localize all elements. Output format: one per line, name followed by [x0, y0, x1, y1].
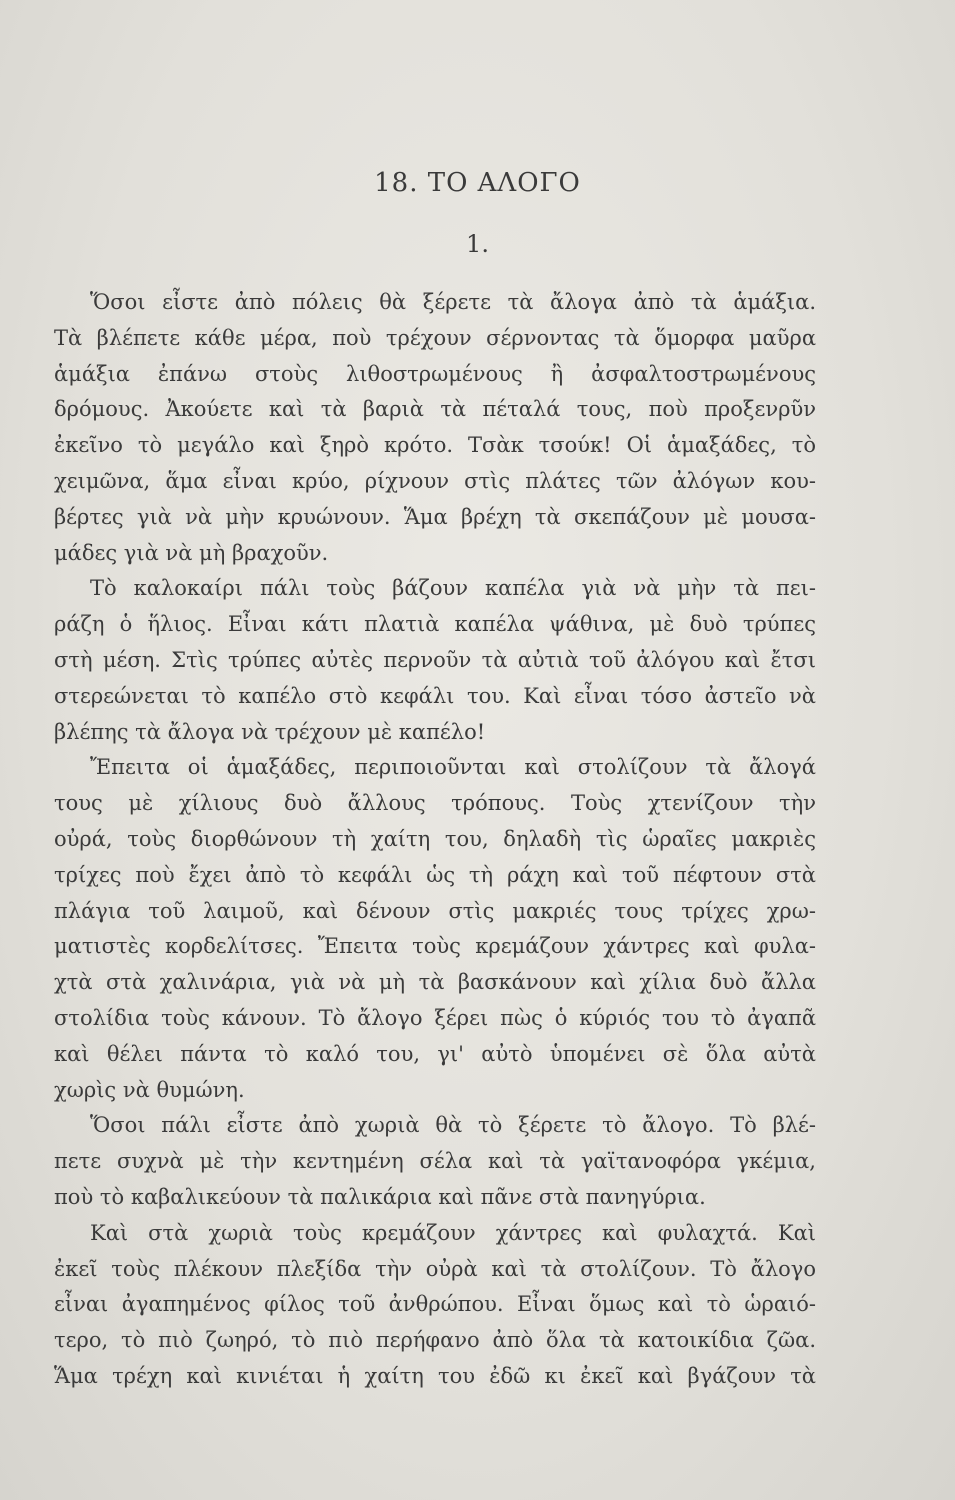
- text-line: Ὅσοι πάλι εἶστε ἀπὸ χωριὰ θὰ τὸ ξέρετε τὸ ἄλογο. Τὸ βλέ-: [90, 1113, 816, 1138]
- text-line: καὶ θέλει πάντα τὸ καλό του, γι' αὐτὸ ὑπομένει σὲ ὅλα αὐτὰ: [54, 1041, 816, 1066]
- text-line: εἶναι ἀγαπημένος φίλος τοῦ ἀνθρώπου. Εἶναι ὅμως καὶ τὸ ὡραιό-: [54, 1292, 816, 1317]
- text-line: Τὰ βλέπετε κάθε μέρα, ποὺ τρέχουν σέρνοντας τὰ ὅμορφα μαῦρα: [54, 325, 816, 350]
- section-number: 1.: [466, 230, 489, 258]
- text-line: Ἅμα τρέχη καὶ κινιέται ἡ χαίτη του ἐδῶ κι ἐκεῖ καὶ βγάζουν τὰ: [54, 1363, 816, 1388]
- text-line: στερεώνεται τὸ καπέλο στὸ κεφάλι του. Καὶ εἶναι τόσο ἀστεῖο νὰ: [54, 683, 816, 708]
- text-line: τερο, τὸ πιὸ ζωηρό, τὸ πιὸ περήφανο ἀπὸ ὅλα τὰ κατοικίδια ζῶα.: [54, 1328, 816, 1353]
- text-line: στὴ μέση. Στὶς τρύπες αὐτὲς περνοῦν τὰ αὐτιὰ τοῦ ἀλόγου καὶ ἔτσι: [54, 647, 816, 672]
- text-line: πλάγια τοῦ λαιμοῦ, καὶ δένουν στὶς μακριές τους τρίχες χρω-: [54, 898, 816, 923]
- text-line: τρίχες ποὺ ἔχει ἀπὸ τὸ κεφάλι ὡς τὴ ράχη καὶ τοῦ πέφτουν στὰ: [54, 862, 816, 887]
- text-line: οὐρά, τοὺς διορθώνουν τὴ χαίτη του, δηλαδὴ τὶς ὡραῖες μακριὲς: [54, 826, 816, 851]
- text-line: ἐκεῖ τοὺς πλέκουν πλεξίδα τὴν οὐρὰ καὶ τὰ στολίζουν. Τὸ ἄλογο: [54, 1256, 816, 1281]
- text-line: Καὶ στὰ χωριὰ τοὺς κρεμάζουν χάντρες καὶ φυλαχτά. Καὶ: [90, 1220, 816, 1245]
- text-line: Τὸ καλοκαίρι πάλι τοὺς βάζουν καπέλα γιὰ νὰ μὴν τὰ πει-: [90, 576, 816, 601]
- text-line: χειμῶνα, ἅμα εἶναι κρύο, ρίχνουν στὶς πλάτες τῶν ἀλόγων κου-: [54, 468, 816, 493]
- text-line: μάδες γιὰ νὰ μὴ βραχοῦν.: [54, 540, 329, 565]
- text-line: ράζη ὁ ἥλιος. Εἶναι κάτι πλατιὰ καπέλα ψάθινα, μὲ δυὸ τρύπες: [54, 612, 816, 637]
- text-line: χωρὶς νὰ θυμώνη.: [54, 1077, 245, 1102]
- text-line: ποὺ τὸ καβαλικεύουν τὰ παλικάρια καὶ πᾶνε στὰ πανηγύρια.: [54, 1184, 706, 1209]
- text-line: δρόμους. Ἀκούετε καὶ τὰ βαριὰ τὰ πέταλά τους, ποὺ προξενρῦν: [54, 397, 816, 422]
- text-line: βέρτες γιὰ νὰ μὴν κρυώνουν. Ἅμα βρέχη τὰ σκεπάζουν μὲ μουσα-: [54, 504, 816, 529]
- body-text: [54, 285, 816, 1395]
- text-line: Ὅσοι εἶστε ἀπὸ πόλεις θὰ ξέρετε τὰ ἄλογα ἀπὸ τὰ ἁμάξια.: [90, 290, 816, 314]
- chapter-title: 18. ΤΟ ΑΛΟΓΟ: [374, 168, 581, 198]
- text-line: βλέπης τὰ ἄλογα νὰ τρέχουν μὲ καπέλο!: [54, 719, 486, 744]
- text-line: ἐκεῖνο τὸ μεγάλο καὶ ξηρὸ κρότο. Τσὰκ τσούκ! Οἱ ἁμαξάδες, τὸ: [54, 433, 816, 458]
- text-line: ἁμάξια ἐπάνω στοὺς λιθοστρωμένους ἢ ἀσφαλτοστρωμένους: [54, 361, 816, 386]
- text-line: πετε συχνὰ μὲ τὴν κεντημένη σέλα καὶ τὰ γαϊτανοφόρα γκέμια,: [54, 1149, 816, 1174]
- text-line: χτὰ στὰ χαλινάρια, γιὰ νὰ μὴ τὰ βασκάνουν καὶ χίλια δυὸ ἄλλα: [54, 970, 816, 995]
- text-line: Ἔπειτα οἱ ἁμαξάδες, περιποιοῦνται καὶ στολίζουν τὰ ἄλογά: [90, 755, 816, 780]
- text-line: ματιστὲς κορδελίτσες. Ἔπειτα τοὺς κρεμάζουν χάντρες καὶ φυλα-: [54, 934, 816, 959]
- text-line: στολίδια τοὺς κάνουν. Τὸ ἄλογο ξέρει πὼς ὁ κύριός του τὸ ἀγαπᾶ: [54, 1005, 816, 1030]
- text-line: τους μὲ χίλιους δυὸ ἄλλους τρόπους. Τοὺς χτενίζουν τὴν: [54, 791, 816, 816]
